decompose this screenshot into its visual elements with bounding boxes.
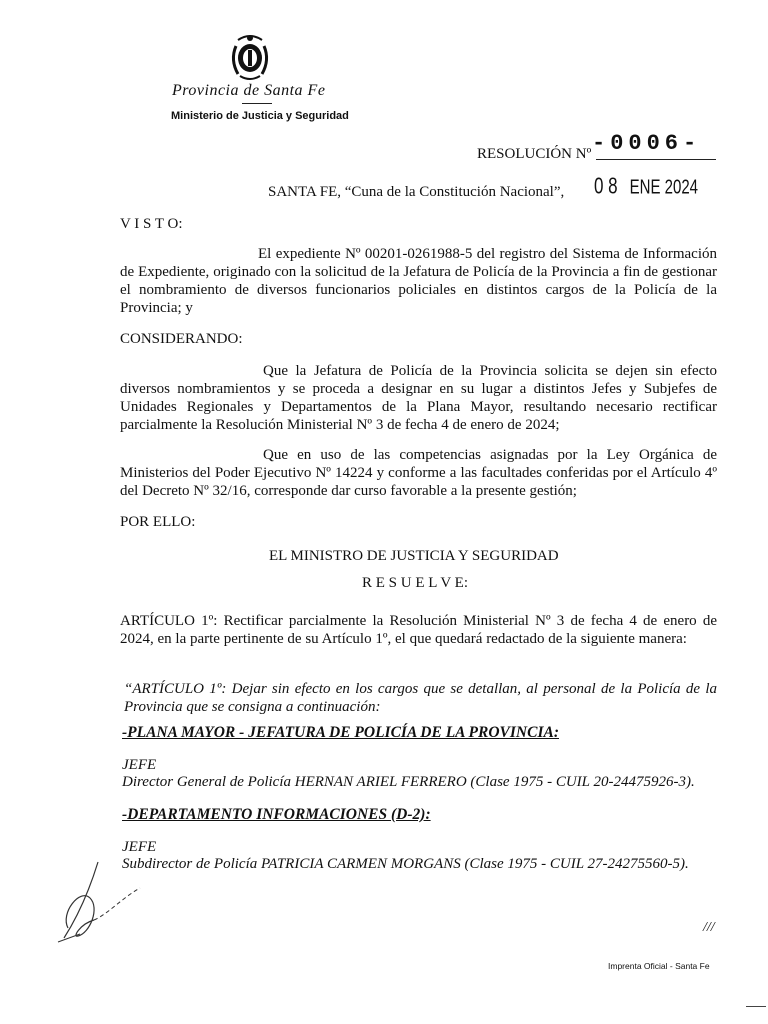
ministry-name: Ministerio de Justicia y Seguridad (171, 110, 349, 122)
minister-title: EL MINISTRO DE JUSTICIA Y SEGURIDAD (269, 548, 559, 564)
considerando-p2: Que en uso de las competencias asignadas por la Ley Orgánica de Ministerios del Poder Ejecutivo Nº 14224 y conforme a las facultades conferidas por el Artículo 4º del Decreto Nº 32/16, corresponde dar curso favorable a la presente gestión; (120, 447, 717, 499)
edge-mark (746, 1006, 766, 1007)
province-underline (242, 103, 272, 104)
dateline-month-year: ENE 2024 (629, 176, 699, 199)
section-role: JEFE (122, 757, 157, 773)
section-person: Subdirector de Policía PATRICIA CARMEN MORGANS (Clase 1975 - CUIL 27-24275560-5). (122, 856, 689, 872)
resolution-number-value: 0006 (610, 131, 684, 156)
coat-of-arms-logo (228, 32, 272, 82)
visto-text: El expediente Nº 00201-0261988-5 del registro del Sistema de Información de Expediente, originado con la solicitud de la Jefatura de Policía de la Provincia a fin de gestionar el nombramiento de diversos funcionarios policiales en distintos cargos de la Policía de la Provincia; y (120, 246, 717, 316)
considerando-heading: CONSIDERANDO: (120, 331, 243, 347)
section-person: Director General de Policía HERNAN ARIEL FERRERO (Clase 1975 - CUIL 20-24475926-3). (122, 774, 695, 790)
visto-heading: V I S T O: (120, 216, 183, 232)
resolution-number: -0006- (592, 131, 702, 156)
resolution-label: RESOLUCIÓN Nº (477, 146, 592, 162)
handwritten-signature (50, 858, 150, 948)
articulo1-lead: ARTÍCULO 1º: (120, 613, 218, 629)
dateline-day: 0 8 (594, 173, 618, 199)
section-heading: -DEPARTAMENTO INFORMACIONES (D-2): (122, 806, 431, 823)
section-heading: -PLANA MAYOR - JEFATURA DE POLICÍA DE LA PROVINCIA: (122, 724, 559, 741)
articulo1 (120, 612, 717, 648)
articulo1-text: Rectificar parcialmente la Resolución Ministerial Nº 3 de fecha 4 de enero de 2024, en la parte pertinente de su Artículo 1º, el que quedará redactado de la siguiente manera: (120, 613, 718, 647)
dateline-date (594, 173, 699, 200)
dateline-place: SANTA FE, “Cuna de la Constitución Nacional”, (268, 184, 565, 200)
printer-credit: Imprenta Oficial - Santa Fe (608, 961, 710, 971)
continuation-mark: /// (703, 920, 715, 935)
articulo1-quote: “ARTÍCULO 1º: Dejar sin efecto en los cargos que se detallan, al personal de la Policía de la Provincia que se consigna a continuación: (124, 681, 717, 715)
resuelve: R E S U E L V E: (362, 575, 468, 591)
resolution-underline (596, 159, 716, 160)
considerando-p1: Que la Jefatura de Policía de la Provincia solicita se dejen sin efecto diversos nombramientos y se proceda a designar en su lugar a distintos Jefes y Subjefes de Unidades Regionales y Departamentos de la Plana Mayor, resultando necesario rectificar parcialmente la Resolución Ministerial Nº 3 de fecha 4 de enero de 2024; (120, 363, 717, 433)
province-name: Provincia de Santa Fe (172, 82, 326, 99)
por-ello: POR ELLO: (120, 514, 196, 530)
section-role: JEFE (122, 839, 157, 855)
